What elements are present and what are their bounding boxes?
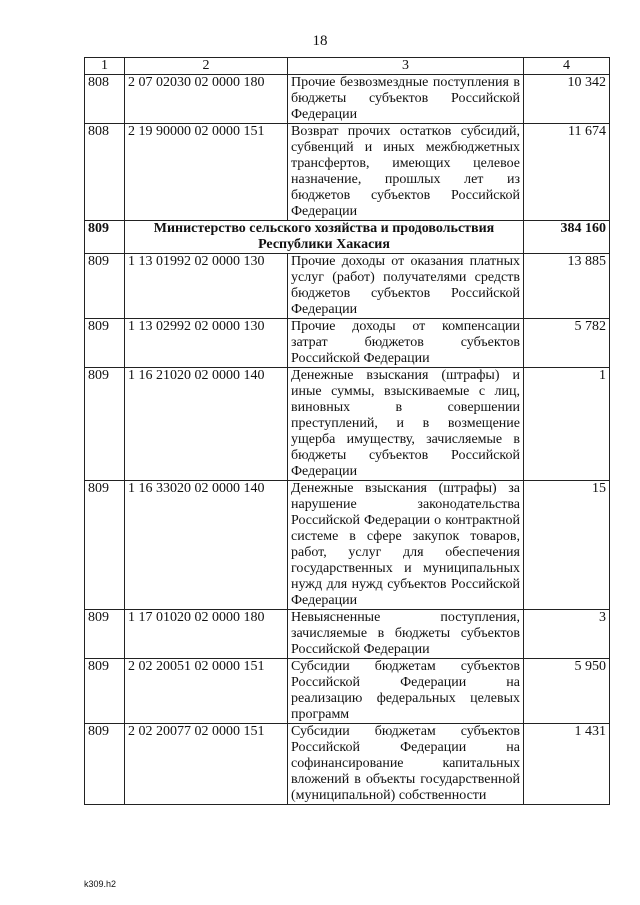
amount: 3	[524, 610, 610, 659]
description: Субсидии бюджетам субъектов Российской Федерации на софинансирование капитальных вложений в объекты государственной (муниципальной) собственности	[288, 724, 524, 805]
org-code: 809	[85, 221, 125, 254]
table-row	[85, 75, 610, 124]
amount: 1	[524, 368, 610, 481]
amount: 11 674	[524, 124, 610, 221]
amount: 13 885	[524, 254, 610, 319]
description: Прочие доходы от компенсации затрат бюджетов субъектов Российской Федерации	[288, 319, 524, 368]
org-code: 809	[85, 724, 125, 805]
table-row	[85, 368, 610, 481]
description: Невыясненные поступления, зачисляемые в бюджеты субъектов Российской Федерации	[288, 610, 524, 659]
ministry-title: Министерство сельского хозяйства и продовольствия Республики Хакасия	[125, 221, 524, 254]
description: Денежные взыскания (штрафы) и иные суммы, взыскиваемые с лиц, виновных в совершении преступлений, и в возмещение ущерба имуществу, зачисляемые в бюджеты субъектов Российской Федерации	[288, 368, 524, 481]
document-footer-code: k309.h2	[84, 879, 117, 889]
table-row	[85, 659, 610, 724]
column-header-4: 4	[524, 58, 610, 75]
org-code: 809	[85, 368, 125, 481]
amount: 5 950	[524, 659, 610, 724]
revenue-table	[84, 57, 610, 805]
budget-code: 1 13 01992 02 0000 130	[125, 254, 288, 319]
budget-code: 1 16 21020 02 0000 140	[125, 368, 288, 481]
column-header-3: 3	[288, 58, 524, 75]
budget-code: 1 17 01020 02 0000 180	[125, 610, 288, 659]
amount: 5 782	[524, 319, 610, 368]
column-header-2: 2	[125, 58, 288, 75]
table-row	[85, 124, 610, 221]
table-row	[85, 319, 610, 368]
column-header-1: 1	[85, 58, 125, 75]
org-code: 809	[85, 319, 125, 368]
table-header-row	[85, 58, 610, 75]
table-row	[85, 254, 610, 319]
org-code: 809	[85, 610, 125, 659]
table-row	[85, 481, 610, 610]
budget-code: 2 02 20051 02 0000 151	[125, 659, 288, 724]
org-code: 808	[85, 75, 125, 124]
budget-code: 1 16 33020 02 0000 140	[125, 481, 288, 610]
org-code: 808	[85, 124, 125, 221]
description: Денежные взыскания (штрафы) за нарушение законодательства Российской Федерации о контрактной системе в сфере закупок товаров, работ, услуг для обеспечения государственных и муниципальных нужд для нужд субъектов Российской Федерации	[288, 481, 524, 610]
description: Прочие безвозмездные поступления в бюджеты субъектов Российской Федерации	[288, 75, 524, 124]
amount: 1 431	[524, 724, 610, 805]
description: Возврат прочих остатков субсидий, субвенций и иных межбюджетных трансфертов, имеющих целевое назначение, прошлых лет из бюджетов субъектов Российской Федерации	[288, 124, 524, 221]
table-row	[85, 724, 610, 805]
budget-code: 2 19 90000 02 0000 151	[125, 124, 288, 221]
budget-code: 2 07 02030 02 0000 180	[125, 75, 288, 124]
ministry-total: 384 160	[524, 221, 610, 254]
org-code: 809	[85, 659, 125, 724]
budget-code: 2 02 20077 02 0000 151	[125, 724, 288, 805]
org-code: 809	[85, 254, 125, 319]
description: Прочие доходы от оказания платных услуг (работ) получателями средств бюджетов субъектов Российской Федерации	[288, 254, 524, 319]
amount: 15	[524, 481, 610, 610]
table-row	[85, 610, 610, 659]
page-number: 18	[312, 33, 328, 49]
description: Субсидии бюджетам субъектов Российской Федерации на реализацию федеральных целевых программ	[288, 659, 524, 724]
org-code: 809	[85, 481, 125, 610]
budget-code: 1 13 02992 02 0000 130	[125, 319, 288, 368]
ministry-row	[85, 221, 610, 254]
amount: 10 342	[524, 75, 610, 124]
